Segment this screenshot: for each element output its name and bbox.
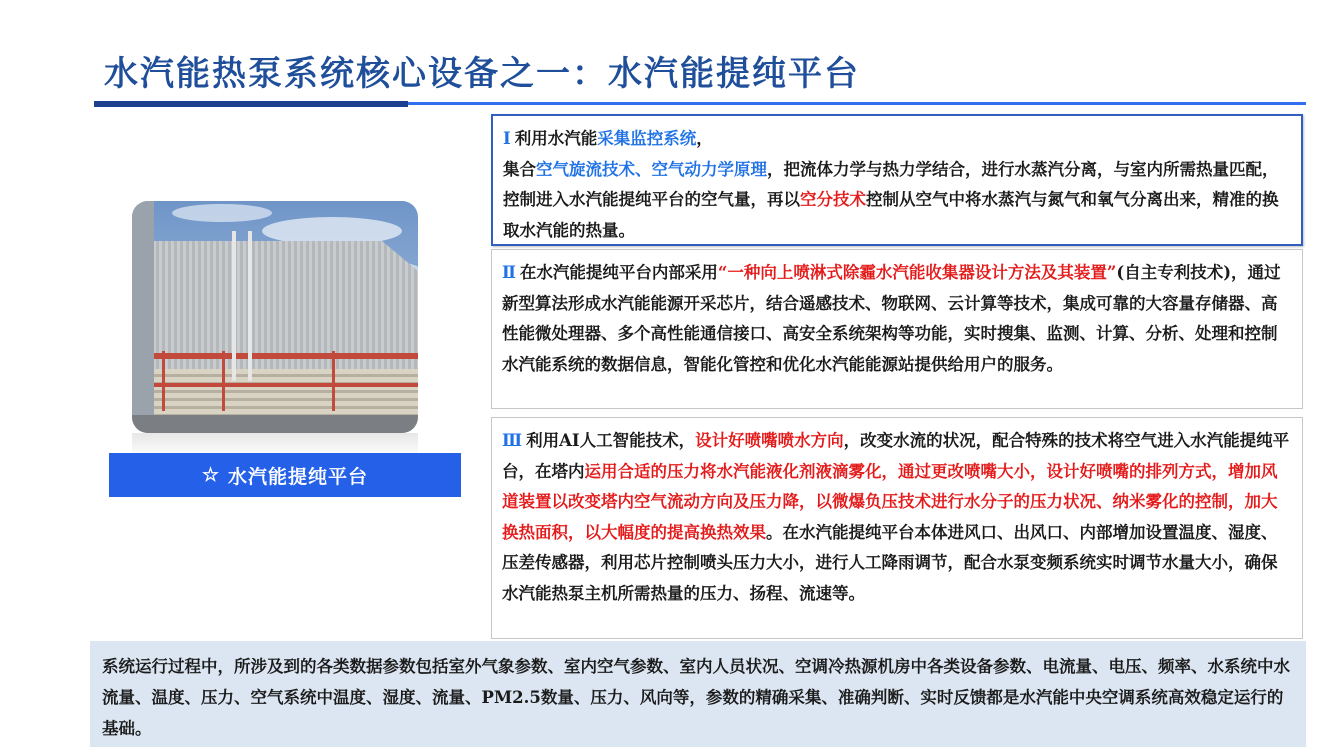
text-box-1: [491, 114, 1303, 246]
cooling-tower-photo: [132, 201, 418, 433]
box1-text: 集合: [503, 159, 536, 179]
box2-highlight-red: “一种向上喷淋式除霾水汽能收集器设计方法及其装置”: [717, 263, 1117, 282]
box3-highlight-red: 运用合适的压力将水汽能液化剂液滴雾化，通过更改喷嘴大小，设计好喷嘴的排列方式，增加风道装置以改变塔内空气流动方向及压力降，以微爆负压技术进行水分子的压力状况、纳米雾化的控制，加大换热面积，以大幅度的提高换热效果: [502, 461, 1278, 542]
box1-highlight-red: 空分技术: [800, 190, 866, 209]
title-underline-accent: [94, 101, 408, 107]
roman-numeral-3: Ⅲ: [502, 431, 523, 450]
box2-text: 在水汽能提纯平台内部采用: [519, 263, 718, 282]
box3-text: 利用AI人工智能技术，: [526, 431, 696, 450]
star-icon: ☆: [201, 464, 221, 486]
cooling-tower-illustration: [132, 201, 418, 433]
box1-text: ，: [696, 129, 713, 148]
text-box-3: [491, 417, 1303, 639]
page-title: 水汽能热泵系统核心设备之一：水汽能提纯平台: [104, 54, 860, 94]
roman-numeral-1: Ⅰ: [503, 129, 511, 148]
box3-highlight-red: 设计好喷嘴喷水方向: [695, 431, 844, 450]
box1-highlight: 采集监控系统: [597, 129, 697, 148]
photo-caption: [109, 453, 461, 497]
box3-text: 。在水汽能提纯平台本体进风口、出风口、内部增加设置温度、湿度、压差传感器，利用芯片控制喷头压力大小，进行人工降雨调节，配合水泵变频系统实时调节水量大小，确保水汽能热泵主机所需热量的压力、扬程、流速等。: [502, 522, 1278, 603]
summary-panel: 系统运行过程中，所涉及到的各类数据参数包括室外气象参数、室内空气参数、室内人员状况、空调冷热源机房中各类设备参数、电流量、电压、频率、水系统中水流量、温度、压力、空气系统中温度、湿度、流量、PM2.5数量、压力、风向等，参数的精确采集、准确判断、实时反馈都是水汽能中央空调系统高效稳定运行的基础。: [90, 641, 1306, 747]
text-box-2: [491, 249, 1303, 409]
box2-text: (自主专利技术)，通过新型算法形成水汽能能源开采芯片，结合遥感技术、物联网、云计算等技术，集成可靠的大容量存储器、高性能微处理器、多个高性能通信接口、高安全系统架构等功能，实时搜集、监测、计算、分析、处理和控制水汽能系统的数据信息，智能化管控和优化水汽能能源站提供给用户的服务。: [502, 263, 1281, 374]
box1-highlight: 空气旋流技术、空气动力学原理: [536, 159, 767, 179]
box3-text: ，改变水流的状况，配合特殊的技术将空气进入水汽能提纯平台，在塔内: [502, 431, 1290, 481]
box1-text: 利用水汽能: [514, 129, 598, 148]
box1-text: ，把流体力学与热力学结合，进行水蒸汽分离，与室内所需热量匹配，控制进入水汽能提纯平台的空气量，再以: [503, 159, 1279, 209]
roman-numeral-2: Ⅱ: [502, 263, 516, 282]
photo-caption-label: 水汽能提纯平台: [228, 465, 369, 488]
box1-text: 控制从空气中将水蒸汽与氮气和氧气分离出来，精准的换取水汽能的热量。: [503, 190, 1279, 240]
